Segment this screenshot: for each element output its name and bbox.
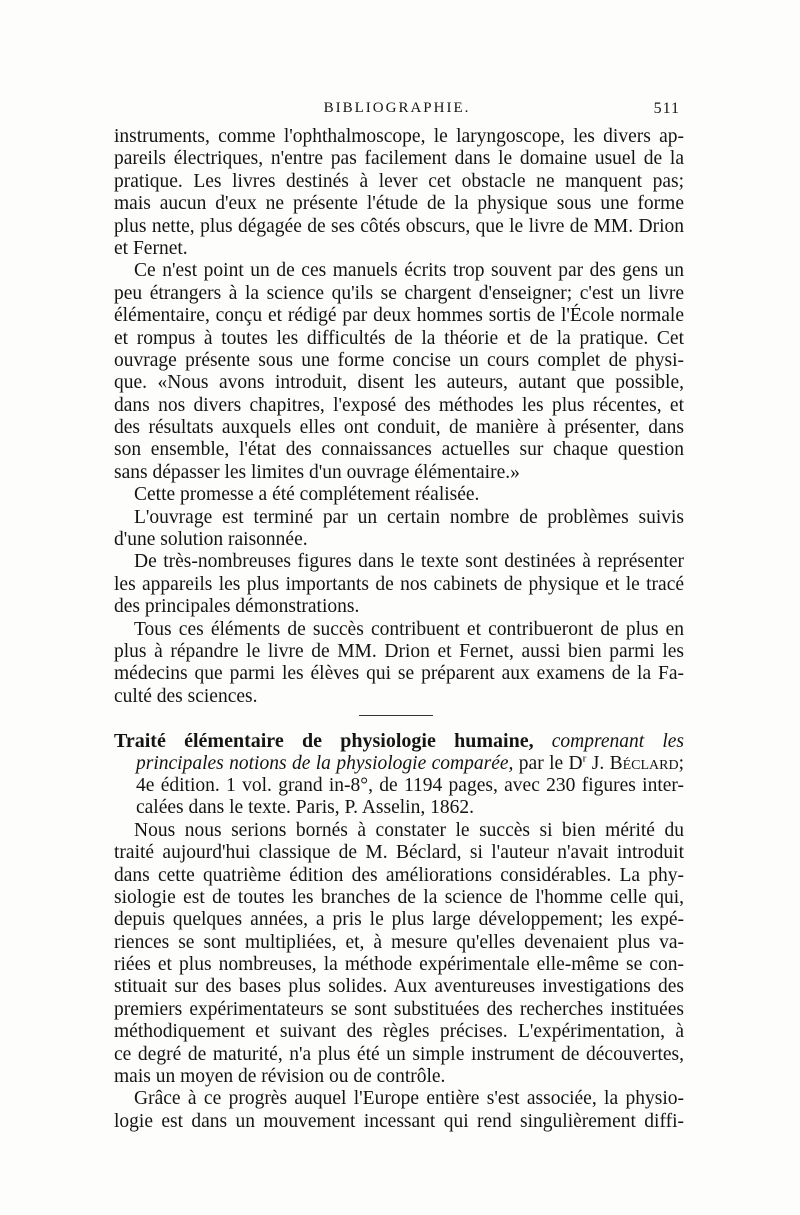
text-line: son ensemble, l'état des connaissances actuelles sur chaque question [114,439,684,461]
text-line: et rompus à toutes les difficultés de la théorie et de la pratique. Cet [114,327,684,349]
text-line: Nous nous serions bornés à constater le succès si bien mérité du [134,819,684,841]
text-line: stituait sur des bases plus solides. Aux aventureuses investigations des [114,976,684,998]
section-divider [114,708,684,730]
text-line: culté des sciences. [114,685,258,707]
text-line: que. «Nous avons introduit, disent les auteurs, autant que possible, [114,372,684,394]
text-line: premiers expérimentateurs se sont substituées des recherches instituées [114,998,684,1020]
text-line: médecins que parmi les élèves qui se préparent aux examens de la Fa- [114,663,684,685]
text-line: ce degré de maturité, n'a plus été un simple instrument de découvertes, [114,1043,684,1065]
text-line: depuis quelques années, a pris le plus large développement; les expé- [114,909,684,931]
text-line: Cette promesse a été complétement réalisée. [134,484,480,506]
text-line: riées et plus nombreuses, la méthode expérimentale elle-même se con- [114,954,684,976]
text-line: sans dépasser les limites d'un ouvrage élémentaire.» [114,461,520,483]
text-line: des principales démonstrations. [114,596,360,618]
entry-line: 4e édition. 1 vol. grand in-8°, de 1194 pages, avec 230 figures inter- [136,774,684,796]
body-text [114,126,684,1133]
text-line: dans nos divers chapitres, l'exposé des méthodes les plus récentes, et [114,394,684,416]
text-line: riences se sont multipliées, et, à mesure qu'elles devenaient plus va- [114,931,684,953]
text-line: des résultats auxquels elles ont conduit, de manière à présenter, dans [114,417,684,439]
entry-by: par le D [518,752,583,774]
text-line: siologie est de toutes les branches de la science de l'homme celle qui, [114,886,684,908]
entry-title-line [114,730,684,752]
entry-subtitle-cont: principales notions de la physiologie comparée, [136,752,514,774]
text-line: peu étrangers à la science qu'ils se chargent d'enseigner; c'est un livre [114,282,684,304]
text-line: et Fernet. [114,237,188,259]
running-title: BIBLIOGRAPHIE. [323,100,471,116]
text-line: mais un moyen de révision ou de contrôle. [114,1066,446,1088]
text-line: logie est dans un mouvement incessant qui rend singulièrement diffi- [114,1110,684,1132]
entry-author: J. Béclard; [591,752,685,774]
text-line: méthodiquement et suivant des règles précises. L'expérimentation, à [114,1021,684,1043]
text-line: pareils électriques, n'entre pas facilement dans le domaine usuel de la [114,148,684,170]
text-line: plus nette, plus dégagée de ses côtés obscurs, que le livre de MM. Drion [114,215,684,237]
entry-line: calées dans le texte. Paris, P. Asselin, 1862. [136,797,474,819]
text-line: mais aucun d'eux ne présente l'étude de la physique sous une forme [114,193,684,215]
page-header [114,100,680,122]
entry-subtitle: comprenant les [551,731,685,753]
text-line: dans cette quatrième édition des améliorations considérables. La phy- [114,864,684,886]
text-line: pratique. Les livres destinés à lever cet obstacle ne manquent pas; [114,170,684,192]
text-line: Tous ces éléments de succès contribuent et contribueront de plus en [134,618,684,640]
entry-title: Traité élémentaire de physiologie humaine, [114,730,534,753]
entry-line [114,753,684,775]
text-line: d'une solution raisonnée. [114,529,308,551]
text-line: instruments, comme l'ophthalmoscope, le laryngoscope, les divers ap- [114,126,684,147]
text-line: ouvrage présente sous une forme concise un cours complet de physi- [114,349,684,371]
divider-rule [359,715,433,716]
text-line: les appareils les plus importants de nos cabinets de physique et le tracé [114,573,684,595]
text-line: L'ouvrage est terminé par un certain nombre de problèmes suivis [134,506,684,528]
text-line: élémentaire, conçu et rédigé par deux hommes sortis de l'École normale [114,305,684,327]
text-line: De très-nombreuses figures dans le texte sont destinées à représenter [134,551,684,573]
text-line: Grâce à ce progrès auquel l'Europe entière s'est associée, la physio- [134,1088,684,1110]
entry-by-sup: r [582,752,587,765]
text-line: plus à répandre le livre de MM. Drion et Fernet, aussi bien parmi les [114,640,684,662]
page-number: 511 [653,100,680,117]
text-line: traité aujourd'hui classique de M. Béclard, si l'auteur n'avait introduit [114,842,684,864]
text-line: Ce n'est point un de ces manuels écrits trop souvent par des gens un [134,260,684,282]
